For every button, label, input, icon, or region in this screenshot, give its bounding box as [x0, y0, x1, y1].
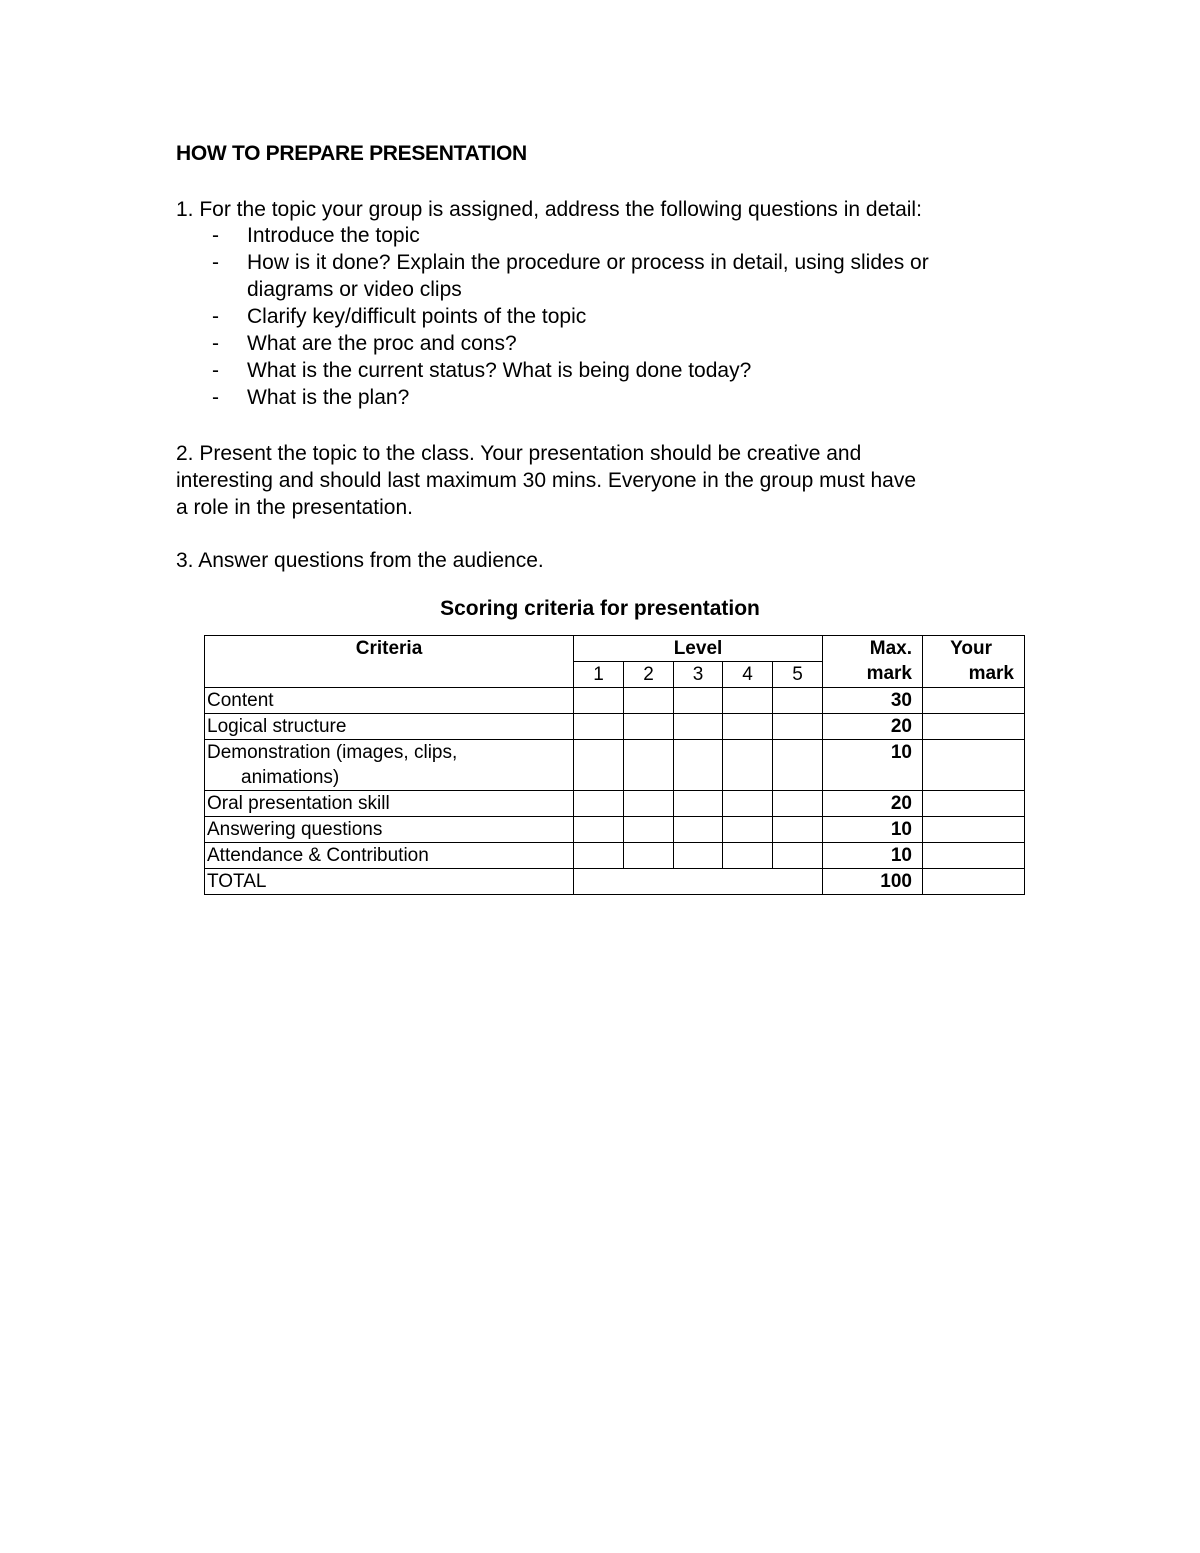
- list-item-text: What is the current status? What is being done today?: [247, 359, 752, 382]
- level-5-cell[interactable]: [773, 688, 823, 714]
- criteria-cell: TOTAL: [205, 869, 574, 895]
- bullet-dash: -: [212, 305, 219, 328]
- max-mark-header-line2: mark: [866, 663, 912, 684]
- table-row: [205, 714, 1025, 740]
- level-3-cell[interactable]: [674, 740, 723, 791]
- max-mark-cell: 20: [823, 791, 923, 817]
- level-3-cell[interactable]: [674, 843, 723, 869]
- total-row: [205, 869, 1025, 895]
- scoring-table-title: Scoring criteria for presentation: [440, 597, 760, 620]
- your-mark-cell[interactable]: [923, 688, 1025, 714]
- level-2-cell[interactable]: [624, 843, 674, 869]
- list-item: [176, 303, 929, 330]
- level-4-header: 4: [723, 662, 773, 688]
- bullet-dash: -: [212, 251, 219, 274]
- step2-line: a role in the presentation.: [176, 496, 413, 519]
- level-2-cell[interactable]: [624, 688, 674, 714]
- criteria-cell: Attendance & Contribution: [205, 843, 574, 869]
- list-item-text: How is it done? Explain the procedure or process in detail, using slides or: [247, 251, 929, 274]
- bullet-dash: -: [212, 386, 219, 409]
- level-5-cell[interactable]: [773, 791, 823, 817]
- level-4-cell[interactable]: [723, 714, 773, 740]
- list-item-text: Introduce the topic: [247, 224, 420, 247]
- max-mark-header-line1: Max.: [869, 638, 912, 659]
- step1-intro: 1. For the topic your group is assigned, address the following questions in detail:: [176, 198, 922, 221]
- level-3-header: 3: [674, 662, 723, 688]
- max-mark-cell: 10: [823, 740, 923, 791]
- step2-line: 2. Present the topic to the class. Your presentation should be creative and: [176, 442, 862, 465]
- criteria-cell: Content: [205, 688, 574, 714]
- your-mark-cell[interactable]: [923, 869, 1025, 895]
- criteria-cell: Oral presentation skill: [205, 791, 574, 817]
- level-4-cell[interactable]: [723, 791, 773, 817]
- criteria-header: Criteria: [205, 636, 574, 688]
- table-row: [205, 843, 1025, 869]
- list-item: [176, 357, 929, 384]
- max-mark-header: [823, 636, 923, 688]
- criteria-cell: [205, 740, 574, 791]
- table-row: [205, 817, 1025, 843]
- criteria-cell: Answering questions: [205, 817, 574, 843]
- criteria-cell: Logical structure: [205, 714, 574, 740]
- your-mark-cell[interactable]: [923, 714, 1025, 740]
- level-5-cell[interactable]: [773, 714, 823, 740]
- level-3-cell[interactable]: [674, 714, 723, 740]
- criteria-text: Demonstration (images, clips,: [207, 742, 458, 763]
- your-mark-header: [923, 636, 1025, 688]
- level-5-header: 5: [773, 662, 823, 688]
- level-1-header: 1: [574, 662, 624, 688]
- level-merged-cell: [574, 869, 823, 895]
- level-2-cell[interactable]: [624, 817, 674, 843]
- level-5-cell[interactable]: [773, 740, 823, 791]
- table-row: [205, 688, 1025, 714]
- table-header-row: [205, 636, 1025, 662]
- your-mark-header-line2: mark: [968, 663, 1014, 684]
- level-4-cell[interactable]: [723, 843, 773, 869]
- criteria-text-continued: animations): [241, 767, 340, 788]
- your-mark-cell[interactable]: [923, 791, 1025, 817]
- max-mark-cell: 10: [823, 843, 923, 869]
- level-1-cell[interactable]: [574, 688, 624, 714]
- step3-paragraph: 3. Answer questions from the audience.: [176, 549, 544, 572]
- max-mark-cell: 10: [823, 817, 923, 843]
- your-mark-cell[interactable]: [923, 843, 1025, 869]
- level-5-cell[interactable]: [773, 817, 823, 843]
- max-mark-cell: 20: [823, 714, 923, 740]
- level-3-cell[interactable]: [674, 791, 723, 817]
- max-mark-cell: 30: [823, 688, 923, 714]
- document-title: HOW TO PREPARE PRESENTATION: [176, 142, 527, 165]
- list-item: [176, 384, 929, 411]
- level-1-cell[interactable]: [574, 740, 624, 791]
- bullet-dash: -: [212, 359, 219, 382]
- level-4-cell[interactable]: [723, 817, 773, 843]
- table-row: [205, 791, 1025, 817]
- step1-question-list: [176, 222, 929, 411]
- level-1-cell[interactable]: [574, 817, 624, 843]
- level-1-cell[interactable]: [574, 714, 624, 740]
- level-header: Level: [574, 636, 823, 662]
- level-1-cell[interactable]: [574, 791, 624, 817]
- list-item: [176, 249, 929, 303]
- your-mark-header-line1: Your: [950, 638, 992, 659]
- list-item: [176, 330, 929, 357]
- list-item: [176, 222, 929, 249]
- level-3-cell[interactable]: [674, 817, 723, 843]
- level-4-cell[interactable]: [723, 688, 773, 714]
- table-row: [205, 740, 1025, 791]
- list-item-text: What is the plan?: [247, 386, 410, 409]
- level-1-cell[interactable]: [574, 843, 624, 869]
- max-mark-cell: 100: [823, 869, 923, 895]
- level-2-cell[interactable]: [624, 791, 674, 817]
- your-mark-cell[interactable]: [923, 817, 1025, 843]
- level-5-cell[interactable]: [773, 843, 823, 869]
- level-2-cell[interactable]: [624, 740, 674, 791]
- level-2-cell[interactable]: [624, 714, 674, 740]
- bullet-dash: -: [212, 224, 219, 247]
- level-2-header: 2: [624, 662, 674, 688]
- list-item-text: Clarify key/difficult points of the topic: [247, 305, 587, 328]
- step2-line: interesting and should last maximum 30 mins. Everyone in the group must have: [176, 469, 917, 492]
- scoring-table: [204, 635, 1025, 895]
- level-3-cell[interactable]: [674, 688, 723, 714]
- bullet-dash: -: [212, 332, 219, 355]
- step2-paragraph: [176, 440, 916, 521]
- list-item-text-continued: diagrams or video clips: [247, 278, 462, 301]
- your-mark-cell[interactable]: [923, 740, 1025, 791]
- level-4-cell[interactable]: [723, 740, 773, 791]
- list-item-text: What are the proc and cons?: [247, 332, 517, 355]
